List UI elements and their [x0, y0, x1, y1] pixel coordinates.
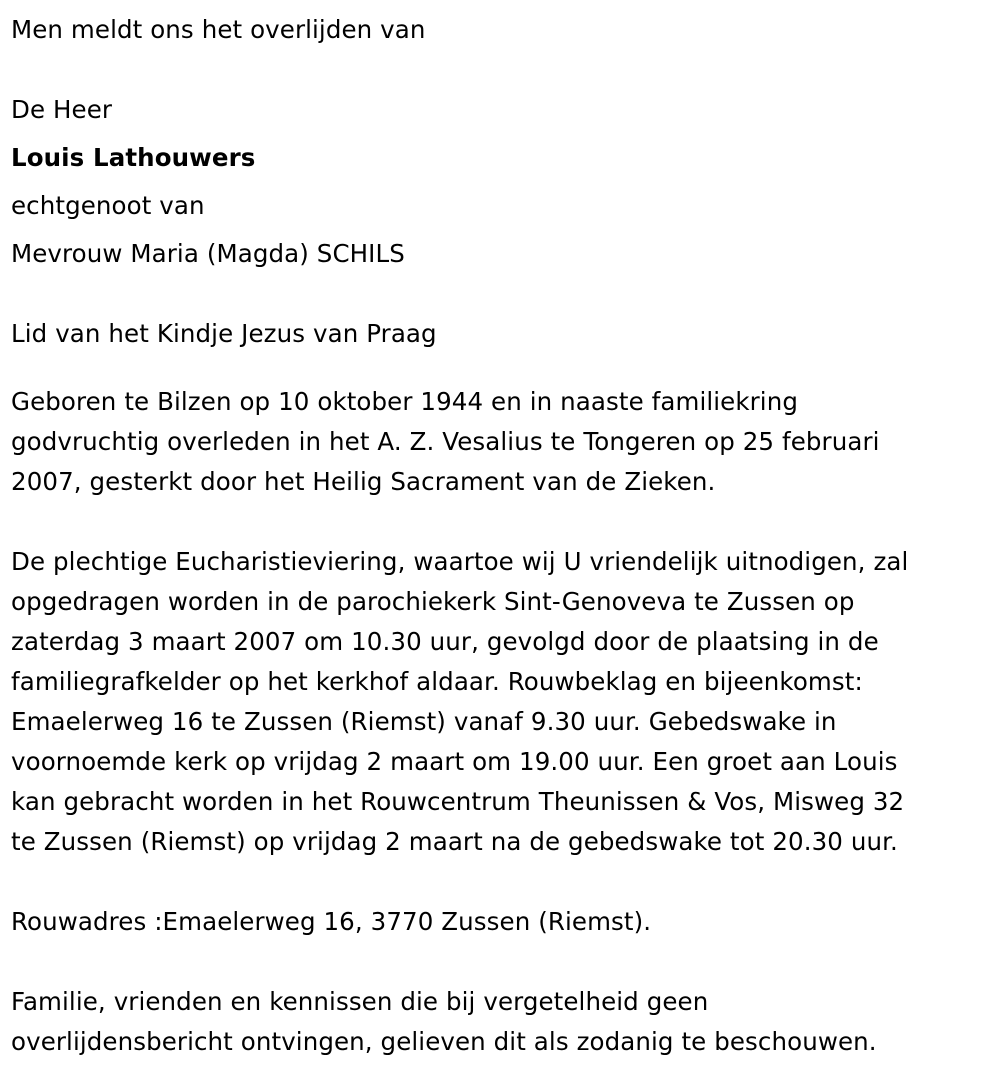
- relation-text: echtgenoot van: [11, 191, 205, 220]
- intro-text: Men meldt ons het overlijden van: [11, 15, 426, 44]
- paragraph-line: Emaelerweg 16 te Zussen (Riemst) vanaf 9.30 uur. Gebedswake in: [11, 707, 837, 736]
- ceremony-paragraph: [11, 542, 990, 862]
- address-paragraph: [11, 902, 990, 942]
- closing-paragraph: [11, 982, 990, 1062]
- paragraph-line: opgedragen worden in de parochiekerk Sint-Genoveva te Zussen op: [11, 587, 855, 616]
- spacer: [11, 502, 990, 542]
- spacer: [11, 358, 990, 382]
- paragraph-line: familiegrafkelder op het kerkhof aldaar. Rouwbeklag en bijeenkomst:: [11, 667, 863, 696]
- salutation: De Heer: [11, 95, 113, 124]
- spacer: [11, 942, 990, 982]
- paragraph-line: Geboren te Bilzen op 10 oktober 1944 en in naaste familiekring: [11, 387, 798, 416]
- paragraph-line: 2007, gesterkt door het Heilig Sacrament van de Zieken.: [11, 467, 716, 496]
- birth-death-paragraph: [11, 382, 990, 502]
- spacer: [11, 54, 990, 86]
- paragraph-line: Familie, vrienden en kennissen die bij vergetelheid geen: [11, 987, 709, 1016]
- membership-text: Lid van het Kindje Jezus van Praag: [11, 319, 437, 348]
- spacer: [11, 278, 990, 310]
- deceased-name: Louis Lathouwers: [11, 143, 256, 172]
- paragraph-line: voornoemde kerk op vrijdag 2 maart om 19.00 uur. Een groet aan Louis: [11, 747, 898, 776]
- paragraph-line: godvruchtig overleden in het A. Z. Vesalius te Tongeren op 25 februari: [11, 427, 880, 456]
- address-text: Rouwadres :Emaelerweg 16, 3770 Zussen (Riemst).: [11, 907, 652, 936]
- paragraph-line: overlijdensbericht ontvingen, gelieven dit als zodanig te beschouwen.: [11, 1027, 877, 1056]
- paragraph-line: De plechtige Eucharistieviering, waartoe wij U vriendelijk uitnodigen, zal: [11, 547, 909, 576]
- spouse-name: Mevrouw Maria (Magda) SCHILS: [11, 239, 405, 268]
- paragraph-line: te Zussen (Riemst) op vrijdag 2 maart na de gebedswake tot 20.30 uur.: [11, 827, 898, 856]
- spacer: [11, 862, 990, 902]
- paragraph-line: kan gebracht worden in het Rouwcentrum Theunissen & Vos, Misweg 32: [11, 787, 905, 816]
- paragraph-line: zaterdag 3 maart 2007 om 10.30 uur, gevolgd door de plaatsing in de: [11, 627, 879, 656]
